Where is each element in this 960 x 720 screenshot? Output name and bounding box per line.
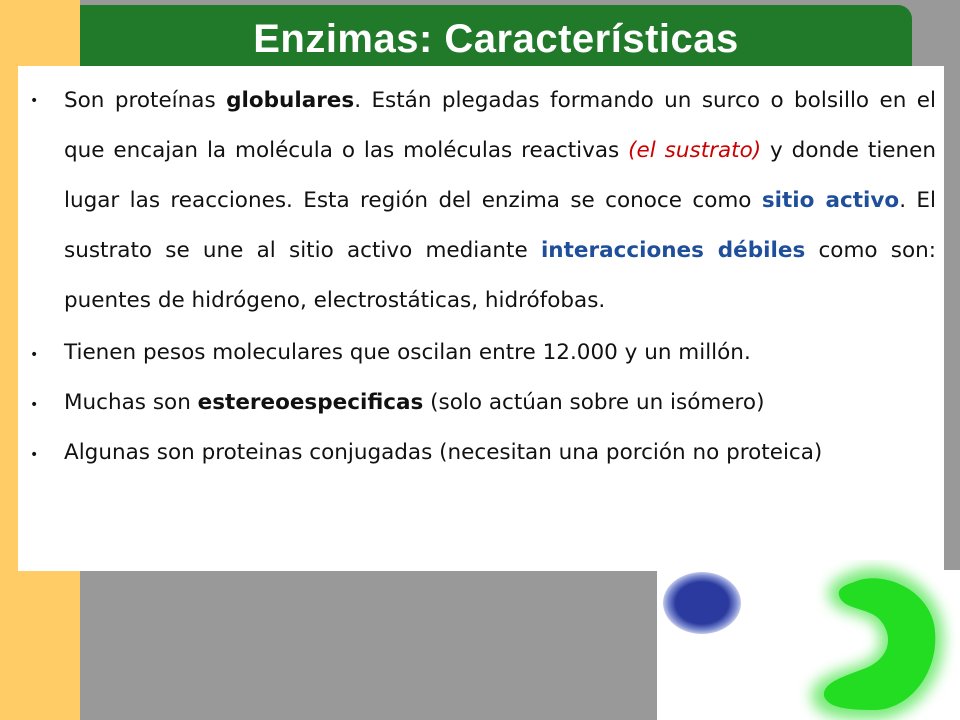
bullet-dot: • [30, 447, 39, 463]
bullet-text: Muchas son [64, 390, 198, 415]
term-interacciones-debiles: interacciones débiles [540, 238, 806, 263]
slide-title: Enzimas: Características [253, 17, 739, 61]
bullet-item [18, 330, 936, 376]
bullet-text: (solo actúan sobre un isómero) [423, 390, 765, 415]
bullet-dot: • [30, 397, 39, 413]
bullet-item [18, 380, 936, 426]
substrate-blob-icon [663, 572, 741, 634]
term-sustrato: (el sustrato) [628, 138, 762, 163]
bullet-dot: • [30, 347, 39, 363]
term-globulares: globulares [226, 88, 355, 113]
bullet-text: Son proteínas [64, 88, 227, 113]
enzyme-blob-icon [790, 560, 960, 720]
bullet-dot: • [30, 93, 39, 109]
title-bar [80, 5, 912, 70]
bullet-text: Algunas son proteinas conjugadas (necesitan una porción no proteica) [64, 440, 823, 465]
content-box [18, 66, 944, 571]
bullet-text: como son: puentes de hidrógeno, electrostáticas, hidrófobas. [64, 238, 937, 313]
bullet-text: y donde tienen lugar las reacciones. Esta región del enzima se conoce como [64, 138, 936, 213]
bullet-list [18, 66, 944, 476]
term-sitio-activo: sitio activo [761, 188, 900, 213]
term-estereoespecificas: estereoespecificas [197, 390, 424, 415]
bullet-text: . Están plegadas formando un surco o bolsillo en el que encajan la molécula o las moléculas reactivas [64, 88, 936, 163]
bullet-item [18, 430, 936, 476]
bullet-text: Tienen pesos moleculares que oscilan entre 12.000 y un millón. [64, 340, 751, 365]
bullet-item [18, 76, 936, 326]
bullet-text: . El sustrato se une al sitio activo mediante [64, 188, 936, 263]
